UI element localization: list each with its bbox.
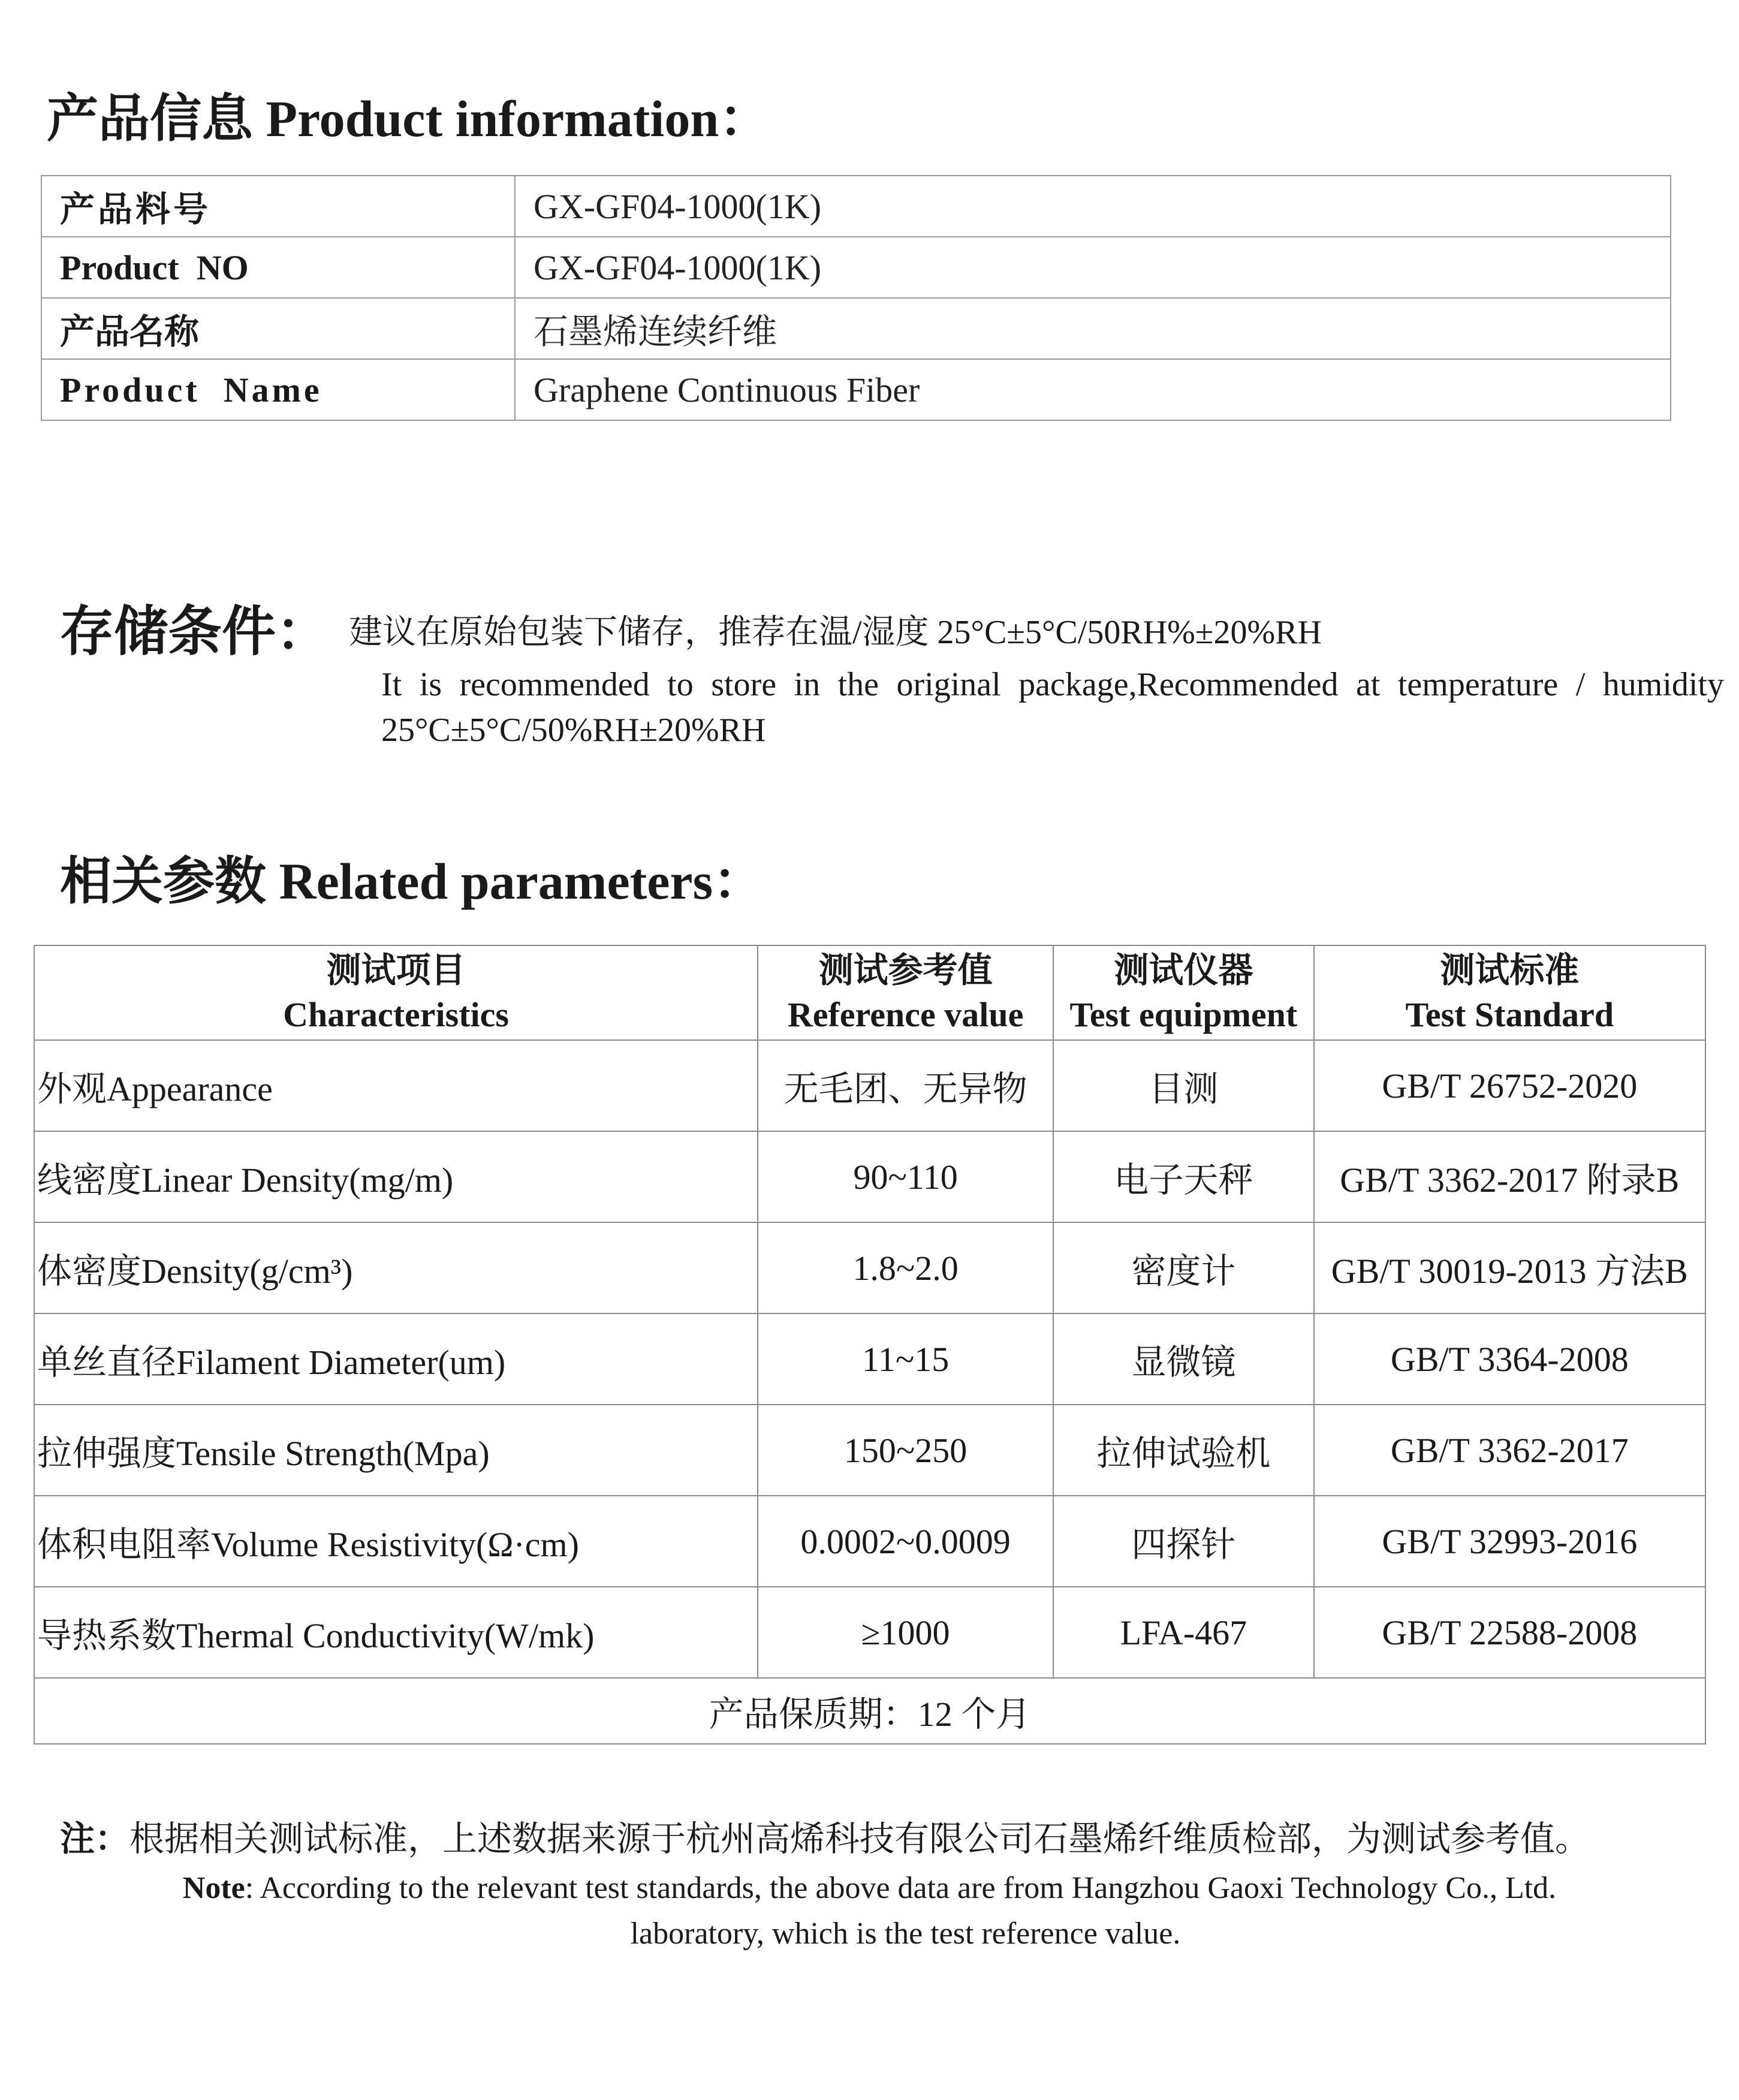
header-test-standard [1314,945,1705,1040]
header-en: Reference value [787,995,1024,1034]
equipment-cell: LFA-467 [1053,1587,1313,1678]
equipment-cell: 拉伸试验机 [1053,1405,1313,1496]
parameters-table [34,945,1706,1745]
header-cn: 测试标准 [1440,951,1580,990]
product-name-value-en: Graphene Continuous Fiber [515,359,1671,420]
standard-cell: GB/T 30019-2013 方法B [1314,1222,1705,1313]
reference-value-cell: 150~250 [758,1405,1053,1496]
reference-value-cell: 11~15 [758,1313,1053,1405]
header-cn: 测试仪器 [1114,951,1253,990]
product-info-title: 产品信息 Product information： [47,90,771,147]
product-code-label-cn: 产品料号 [41,176,515,237]
reference-value-cell: 90~110 [758,1131,1053,1222]
table-row [34,1222,1705,1313]
standard-cell: GB/T 22588-2008 [1314,1587,1705,1678]
standard-cell: GB/T 32993-2016 [1314,1496,1705,1587]
storage-text-cn: 建议在原始包装下储存，推荐在温/湿度 25°C±5°C/50RH%±20%RH [349,614,1322,651]
table-row [34,1587,1705,1678]
characteristic-cell: 单丝直径Filament Diameter(um) [34,1313,758,1405]
note-cn [60,1810,1590,1861]
reference-value-cell: ≥1000 [758,1587,1053,1678]
storage-text-en: It is recommended to store in the original package,Recommended at temperature / humidity 25°C±5°C/50%RH±20%RH [381,666,1724,749]
equipment-cell: 电子天秤 [1053,1131,1313,1222]
header-en: Characteristics [283,995,509,1034]
header-characteristics [34,945,758,1040]
storage-heading: 存储条件： [60,602,330,662]
header-en: Test Standard [1405,995,1614,1034]
note-cn-text: 根据相关测试标准，上述数据来源于杭州高烯科技有限公司石墨烯纤维质检部，为测试参考值。 [129,1819,1590,1858]
table-row [34,1040,1705,1131]
note-en-line1 [0,1870,1739,1906]
reference-value-cell: 1.8~2.0 [758,1222,1053,1313]
standard-cell: GB/T 3362-2017 [1314,1405,1705,1496]
table-row [34,1496,1705,1587]
product-name-label-en: Product Name [41,359,515,420]
header-cn: 测试项目 [326,951,466,990]
header-en: Test equipment [1069,995,1298,1034]
standard-cell: GB/T 26752-2020 [1314,1040,1705,1131]
characteristic-cell: 外观Appearance [34,1040,758,1131]
standard-cell: GB/T 3362-2017 附录B [1314,1131,1705,1222]
table-header-row [34,945,1705,1040]
note-cn-label: 注： [60,1819,130,1858]
table-row [34,1678,1705,1744]
standard-cell: GB/T 3364-2008 [1314,1313,1705,1405]
table-row [34,1131,1705,1222]
product-info-table [41,175,1671,421]
reference-value-cell: 无毛团、无异物 [758,1040,1053,1131]
characteristic-cell: 导热系数Thermal Conductivity(W/mk) [34,1587,758,1678]
note-en-label: Note [182,1871,245,1905]
equipment-cell: 目测 [1053,1040,1313,1131]
product-no-value: GX-GF04-1000(1K) [515,237,1671,298]
note-en-text: : According to the relevant test standards, the above data are from Hangzhou Gaoxi Technology Co., Ltd. [245,1871,1557,1905]
parameters-title: 相关参数 Related parameters： [60,852,765,910]
product-name-value-cn: 石墨烯连续纤维 [515,298,1671,359]
product-name-label-cn: 产品名称 [41,298,515,359]
table-row [41,237,1671,298]
shelf-life-cell: 产品保质期：12 个月 [34,1678,1705,1744]
header-cn: 测试参考值 [818,951,993,990]
characteristic-cell: 拉伸强度Tensile Strength(Mpa) [34,1405,758,1496]
characteristic-cell: 线密度Linear Density(mg/m) [34,1131,758,1222]
table-row [34,1405,1705,1496]
product-no-label: Product NO [41,237,515,298]
header-test-equipment [1053,945,1313,1040]
characteristic-cell: 体密度Density(g/cm³) [34,1222,758,1313]
characteristic-cell: 体积电阻率Volume Resistivity(Ω·cm) [34,1496,758,1587]
product-code-value: GX-GF04-1000(1K) [515,176,1671,237]
equipment-cell: 显微镜 [1053,1313,1313,1405]
table-row [41,298,1671,359]
reference-value-cell: 0.0002~0.0009 [758,1496,1053,1587]
table-row [41,176,1671,237]
header-reference-value [758,945,1053,1040]
equipment-cell: 四探针 [1053,1496,1313,1587]
note-en-line2: laboratory, which is the test reference value. [630,1917,1181,1951]
table-row [41,359,1671,420]
equipment-cell: 密度计 [1053,1222,1313,1313]
table-row [34,1313,1705,1405]
